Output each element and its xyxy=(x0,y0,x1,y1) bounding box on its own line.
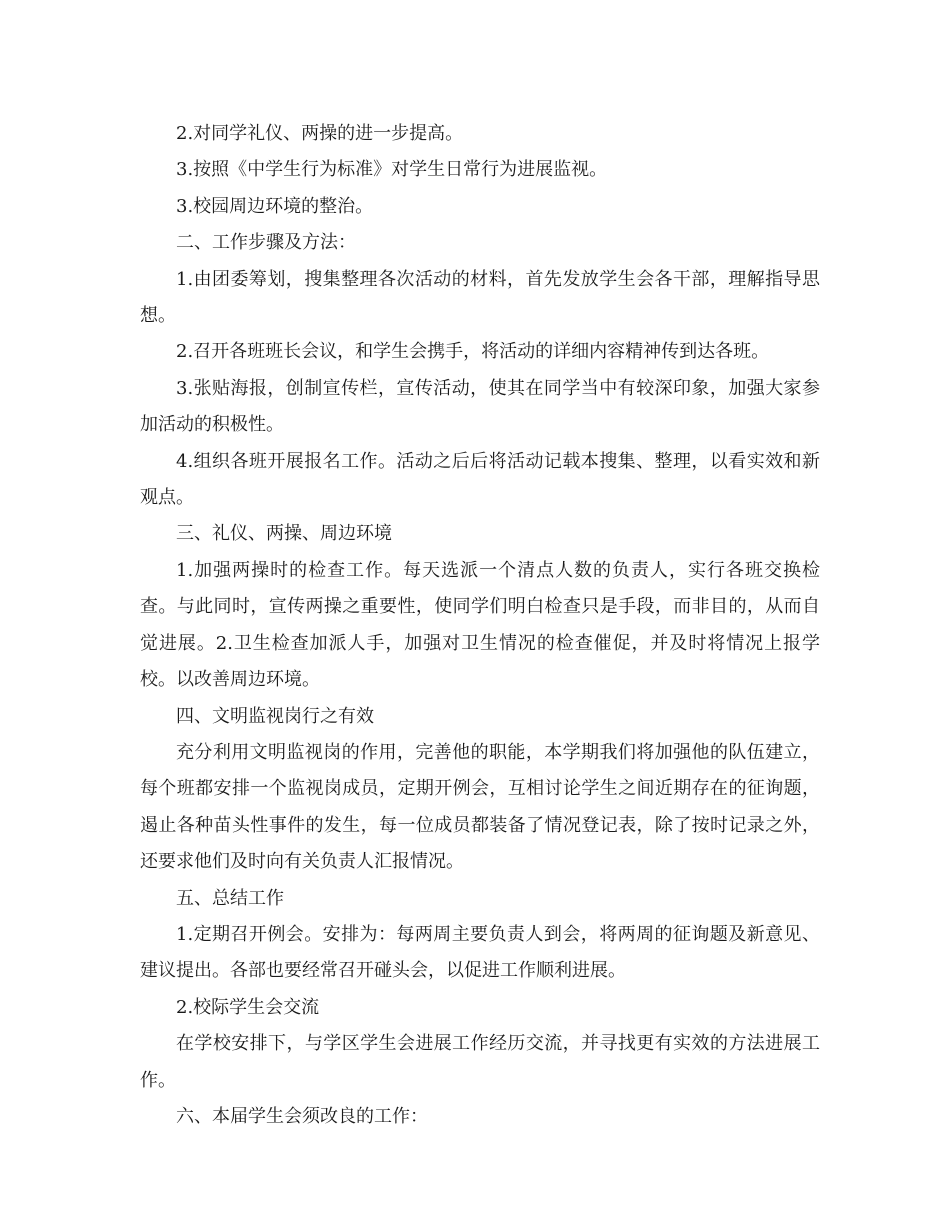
paragraph-goal-3b: 3.校园周边环境的整治。 xyxy=(176,195,374,217)
section-heading-improve: 六、本届学生会须改良的工作： xyxy=(176,1105,428,1127)
paragraph-summary-2: 2.校际学生会交流 xyxy=(176,996,320,1018)
paragraph-step-2: 2.召开各班班长会议，和学生会携手，将活动的详细内容精神传到达各班。 xyxy=(176,341,770,363)
paragraph-step-4: 4.组织各班开展报名工作。活动之后后将活动记载本搜集、整理，以看实效和新观点。 xyxy=(140,450,820,509)
paragraph-step-1: 1.由团委筹划，搜集整理各次活动的材料，首先发放学生会各干部，理解指导思想。 xyxy=(140,268,820,327)
section-heading-steps: 二、工作步骤及方法： xyxy=(176,232,356,254)
paragraph-exchange: 在学校安排下，与学区学生会进展工作经历交流，并寻找更有实效的方法进展工作。 xyxy=(140,1033,820,1091)
paragraph-etiquette: 1.加强两操时的检查工作。每天选派一个清点人数的负责人，实行各班交换检查。与此同时，宣传两操之重要性，使同学们明白检查只是手段，而非目的，从而自觉进展。2.卫生检查加派人手，加强对卫生情况的检查催促，并及时将情况上报学校。以改善周边环境。 xyxy=(140,559,820,691)
paragraph-summary-1: 1.定期召开例会。安排为：每两周主要负责人到会，将两周的征询题及新意见、建议提出。各部也要经常召开碰头会，以促进工作顺利进展。 xyxy=(140,923,820,982)
paragraph-goal-2: 2.对同学礼仪、两操的进一步提高。 xyxy=(176,123,464,144)
document-body xyxy=(140,116,820,1135)
section-heading-supervision: 四、文明监视岗行之有效 xyxy=(176,705,374,727)
section-heading-etiquette: 三、礼仪、两操、周边环境 xyxy=(176,523,392,545)
section-heading-summary: 五、总结工作 xyxy=(176,887,284,909)
paragraph-step-3: 3.张贴海报，创制宣传栏，宣传活动，使其在同学当中有较深印象，加强大家参加活动的积极性。 xyxy=(140,377,820,436)
paragraph-supervision: 充分利用文明监视岗的作用，完善他的职能，本学期我们将加强他的队伍建立，每个班都安排一个监视岗成员，定期开例会，互相讨论学生之间近期存在的征询题，遏止各种苗头性事件的发生，每一位成员都装备了情况登记表，除了按时记录之外，还要求他们及时向有关负责人汇报情况。 xyxy=(140,741,820,873)
paragraph-goal-3: 3.按照《中学生行为标准》对学生日常行为进展监视。 xyxy=(176,159,608,181)
